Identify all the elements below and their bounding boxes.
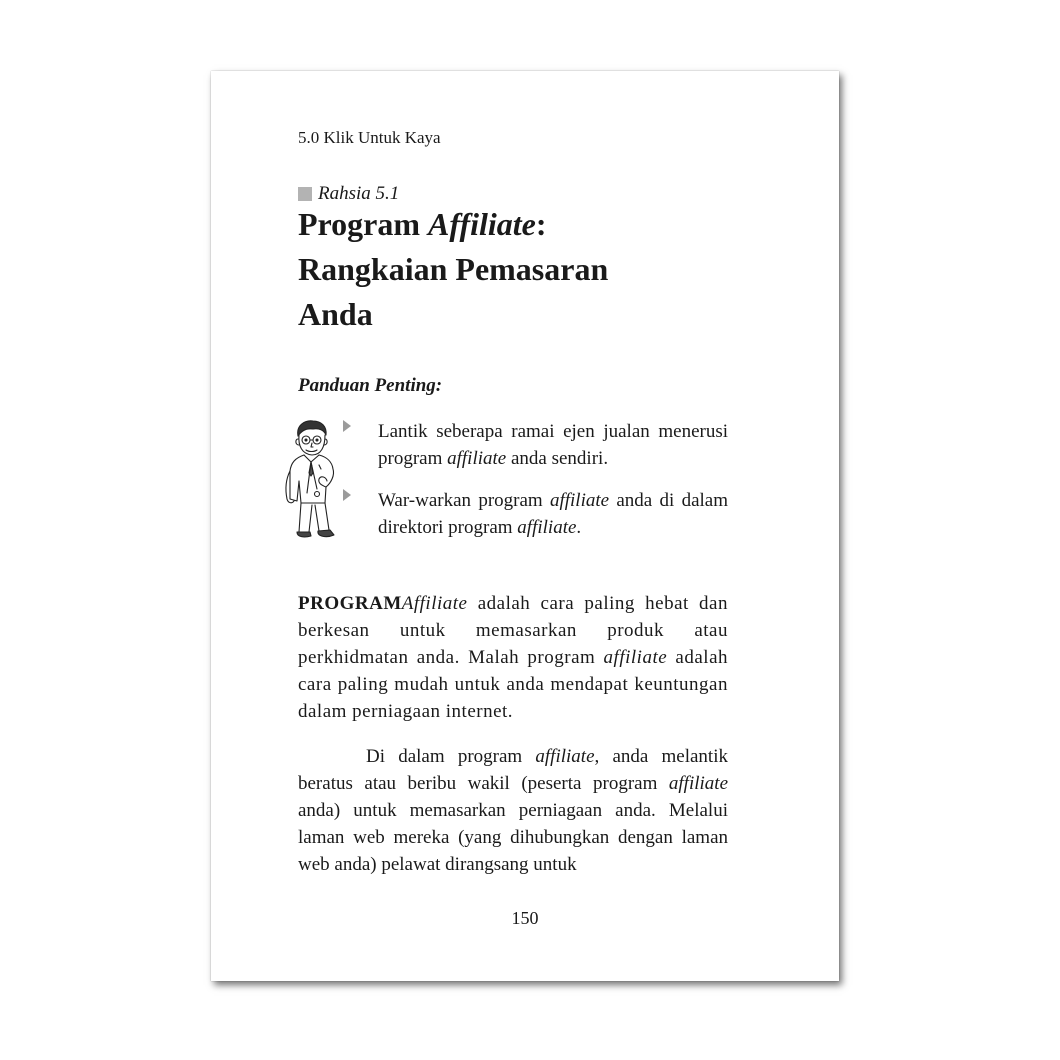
lead-italic: Affiliate (401, 593, 468, 614)
gray-square-icon (298, 187, 312, 201)
title-line-2: Rangkaian Pemasaran (298, 251, 609, 287)
triangle-arrow-icon (343, 420, 351, 432)
triangle-arrow-icon (343, 489, 351, 501)
guide-heading: Panduan Penting: (298, 375, 443, 396)
lead-bold: PROGRAM (298, 593, 402, 614)
businessman-illustration (277, 419, 345, 545)
bullet-text: War-warkan program affiliate anda di dalam direktori program affiliate. (378, 490, 728, 538)
title-italic: Affiliate (428, 206, 536, 242)
title-text: Program (298, 206, 429, 242)
page-number: 150 (511, 908, 539, 928)
guide-bullet-1 (343, 418, 728, 472)
bullet-text: Lantik seberapa ramai ejen jualan menerusi program affiliate anda sendiri. (378, 421, 728, 469)
section-marker-label: Rahsia 5.1 (318, 183, 400, 204)
book-page (211, 71, 839, 981)
running-head: 5.0 Klik Untuk Kaya (298, 128, 441, 147)
body-paragraph-1: PROGRAMAffiliate adalah cara paling hebat dan berkesan untuk memasarkan produk atau perkhidmatan anda. Malah program affiliate adalah cara paling mudah untuk anda mendapat keuntungan dalam perniagaan internet. (298, 593, 728, 722)
title-line-3: Anda (298, 296, 373, 332)
chapter-title (298, 202, 818, 337)
title-colon: : (535, 206, 547, 242)
guide-bullet-2 (343, 487, 728, 541)
body-paragraph-2: Di dalam program affiliate, anda melantik beratus atau beribu wakil (peserta program affiliate anda) untuk memasarkan perniagaan anda. Melalui laman web mereka (yang dihubungkan dengan laman web anda) pelawat dirangsang untuk (298, 746, 728, 875)
